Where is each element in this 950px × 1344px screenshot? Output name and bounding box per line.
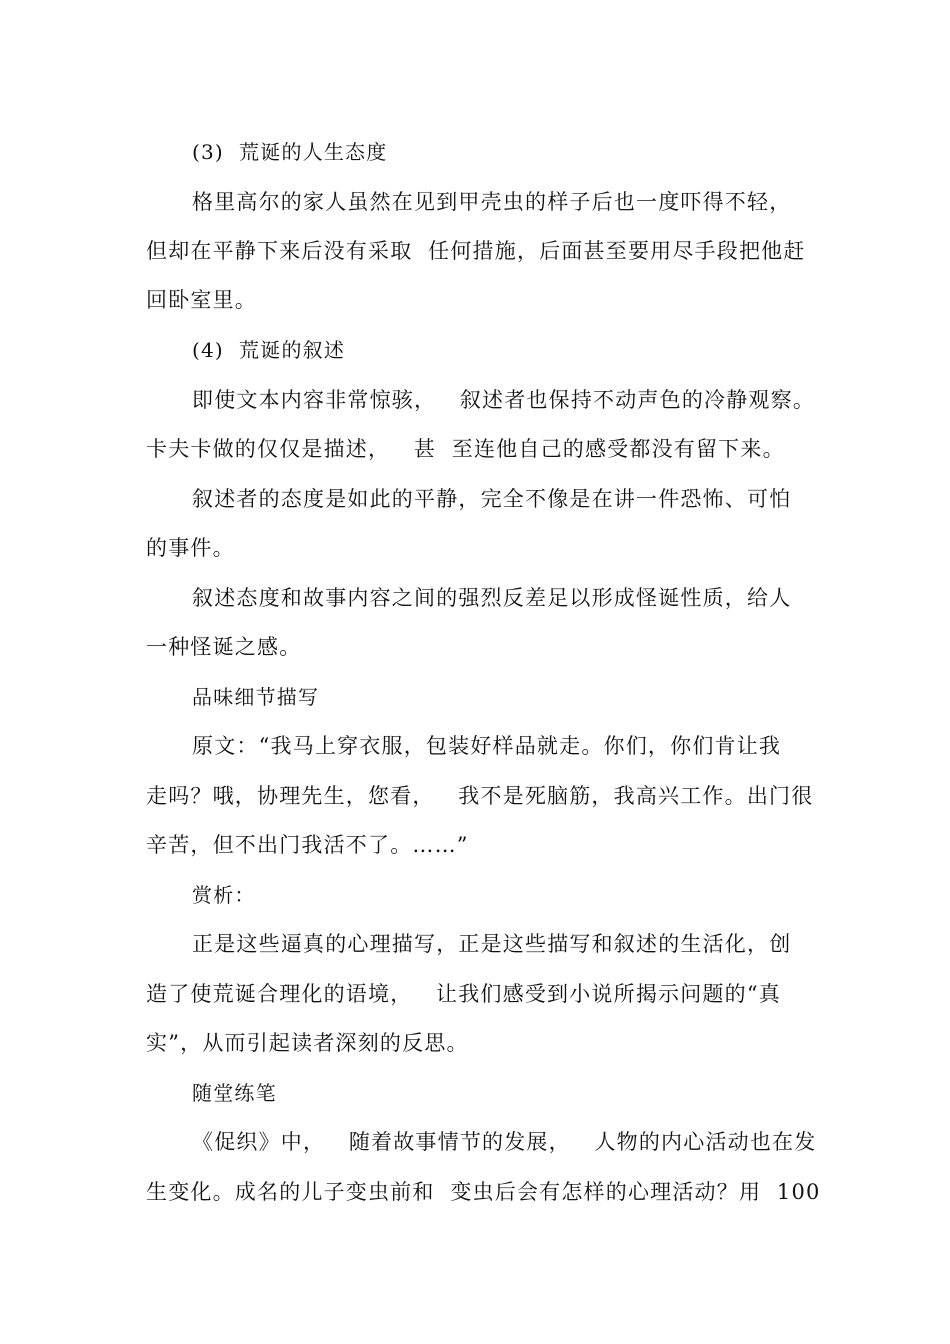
paragraph-line: 格里高尔的家人虽然在见到甲壳虫的样子后也一度吓得不轻， bbox=[192, 190, 792, 214]
paragraph-line: 辛苦，但不出门我活不了。……” bbox=[146, 833, 469, 857]
paragraph-line: 叙述者的态度是如此的平静，完全不像是在讲一件恐怖、可怕 bbox=[192, 487, 792, 511]
paragraph-line: 《促织》中， 随着故事情节的发展， 人物的内心活动也在发 bbox=[192, 1130, 817, 1154]
paragraph-line: 回卧室里。 bbox=[146, 288, 257, 312]
paragraph-line: 原文：“我马上穿衣服，包装好样品就走。你们，你们肯让我 bbox=[192, 734, 782, 758]
paragraph-line: 卡夫卡做的仅仅是描述， 甚 至连他自己的感受都没有留下来。 bbox=[146, 437, 785, 461]
paragraph-line: 实”，从而引起读者深刻的反思。 bbox=[146, 1031, 469, 1055]
section-heading-appreciation: 赏析： bbox=[192, 883, 256, 907]
paragraph-line: 生变化。成名的儿子变虫前和 变虫后会有怎样的心理活动？用 100 bbox=[146, 1180, 821, 1204]
paragraph-line: 造了使荒诞合理化的语境， 让我们感受到小说所揭示问题的“真 bbox=[146, 982, 781, 1006]
section-heading-3: (3) 荒诞的人生态度 bbox=[192, 140, 388, 164]
paragraph-line: 一种怪诞之感。 bbox=[146, 635, 302, 659]
paragraph-line: 即使文本内容非常惊骇， 叙述者也保持不动声色的冷静观察。 bbox=[192, 388, 816, 412]
section-heading-detail: 品味细节描写 bbox=[192, 685, 320, 709]
paragraph-line: 走吗？哦，协理先生，您看， 我不是死脑筋，我高兴工作。出门很 bbox=[146, 784, 814, 808]
paragraph-line: 但却在平静下来后没有采取 任何措施，后面甚至要用尽手段把他赶 bbox=[146, 239, 806, 263]
paragraph-line: 正是这些逼真的心理描写，正是这些描写和叙述的生活化，创 bbox=[192, 932, 792, 956]
paragraph-line: 的事件。 bbox=[146, 536, 235, 560]
section-heading-4: (4) 荒诞的叙述 bbox=[192, 338, 346, 362]
paragraph-line: 叙述态度和故事内容之间的强烈反差足以形成怪诞性质，给人 bbox=[192, 586, 792, 610]
section-heading-practice: 随堂练笔 bbox=[192, 1081, 277, 1105]
